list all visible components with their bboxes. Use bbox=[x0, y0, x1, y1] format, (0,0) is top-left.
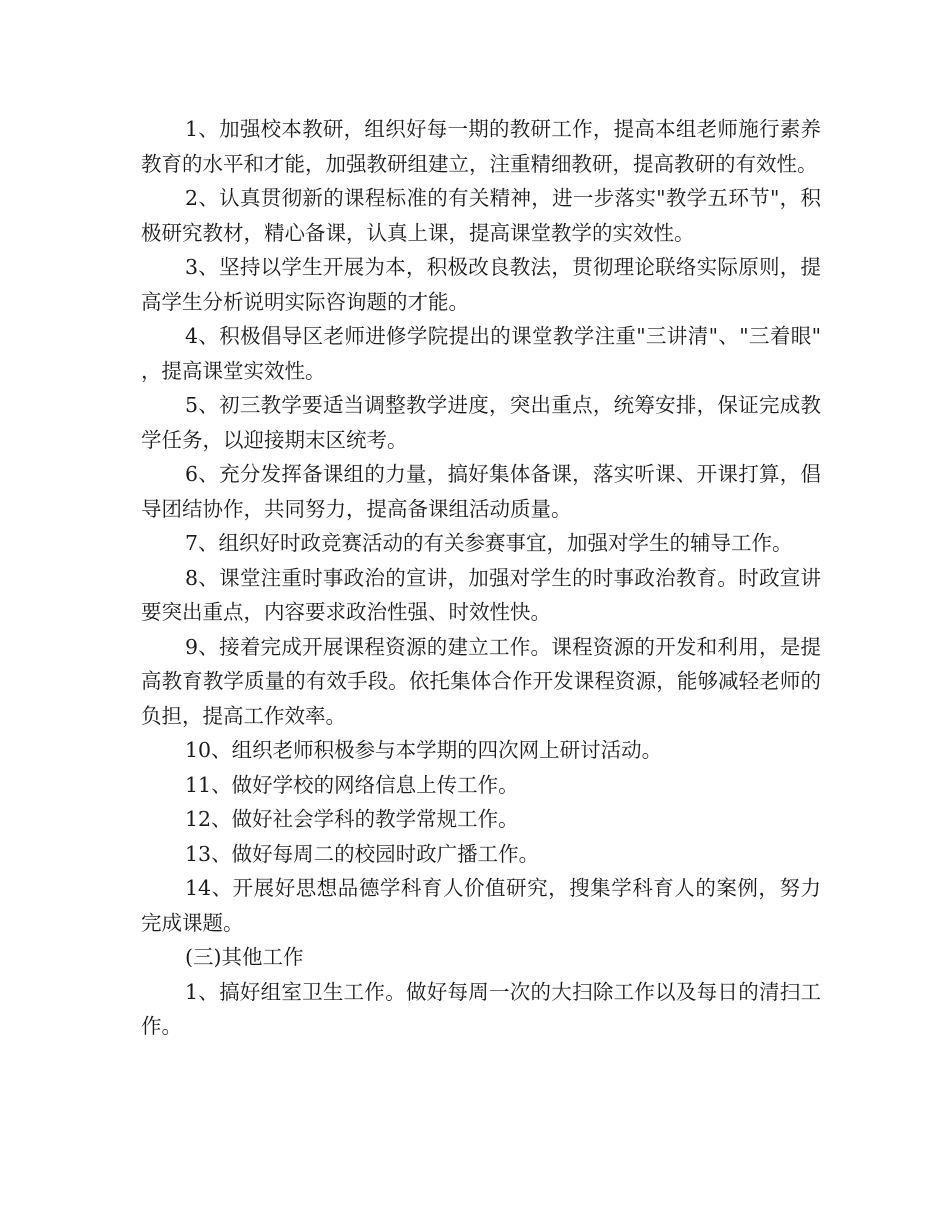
paragraph-10: 10、组织老师积极参与本学期的四次网上研讨活动。 bbox=[185, 738, 663, 762]
paragraph-11: 11、做好学校的网络信息上传工作。 bbox=[185, 772, 519, 797]
paragraph-6: 6、充分发挥备课组的力量，搞好集体备课，落实听课、开课打算，倡导团结协作，共同努力，提高备课组活动质量。 bbox=[141, 462, 821, 521]
paragraph-1: 1、加强校本教研，组织好每一期的教研工作，提高本组老师施行素养教育的水平和才能，加强教研组建立，注重精细教研，提高教研的有效性。 bbox=[141, 117, 821, 176]
paragraph-4: 4、积极倡导区老师进修学院提出的课堂教学注重"三讲清"、"三着眼"，提高课堂实效性。 bbox=[141, 324, 821, 383]
paragraph-other-1: 1、搞好组室卫生工作。做好每周一次的大扫除工作以及每日的清扫工作。 bbox=[141, 979, 821, 1038]
paragraph-9: 9、接着完成开展课程资源的建立工作。课程资源的开发和利用，是提高教育教学质量的有效手段。依托集体合作开发课程资源，能够减轻老师的负担，提高工作效率。 bbox=[141, 634, 821, 728]
section-heading-other-work: (三)其他工作 bbox=[185, 945, 304, 969]
paragraph-7: 7、组织好时政竞赛活动的有关参赛事宜，加强对学生的辅导工作。 bbox=[185, 531, 793, 555]
paragraph-13: 13、做好每周二的校园时政广播工作。 bbox=[185, 841, 540, 866]
document-body bbox=[141, 112, 821, 1044]
paragraph-8: 8、课堂注重时事政治的宣讲，加强对学生的时事政治教育。时政宣讲要突出重点，内容要求政治性强、时效性快。 bbox=[141, 565, 821, 624]
paragraph-14: 14、开展好思想品德学科育人价值研究，搜集学科育人的案例，努力完成课题。 bbox=[141, 876, 821, 935]
paragraph-5: 5、初三教学要适当调整教学进度，突出重点，统筹安排，保证完成教学任务，以迎接期末区统考。 bbox=[141, 393, 821, 452]
paragraph-3: 3、坚持以学生开展为本，积极改良教法，贯彻理论联络实际原则，提高学生分析说明实际咨询题的才能。 bbox=[141, 255, 821, 314]
paragraph-12: 12、做好社会学科的教学常规工作。 bbox=[185, 807, 519, 831]
paragraph-2: 2、认真贯彻新的课程标准的有关精神，进一步落实"教学五环节"，积极研究教材，精心备课，认真上课，提高课堂教学的实效性。 bbox=[141, 186, 821, 245]
